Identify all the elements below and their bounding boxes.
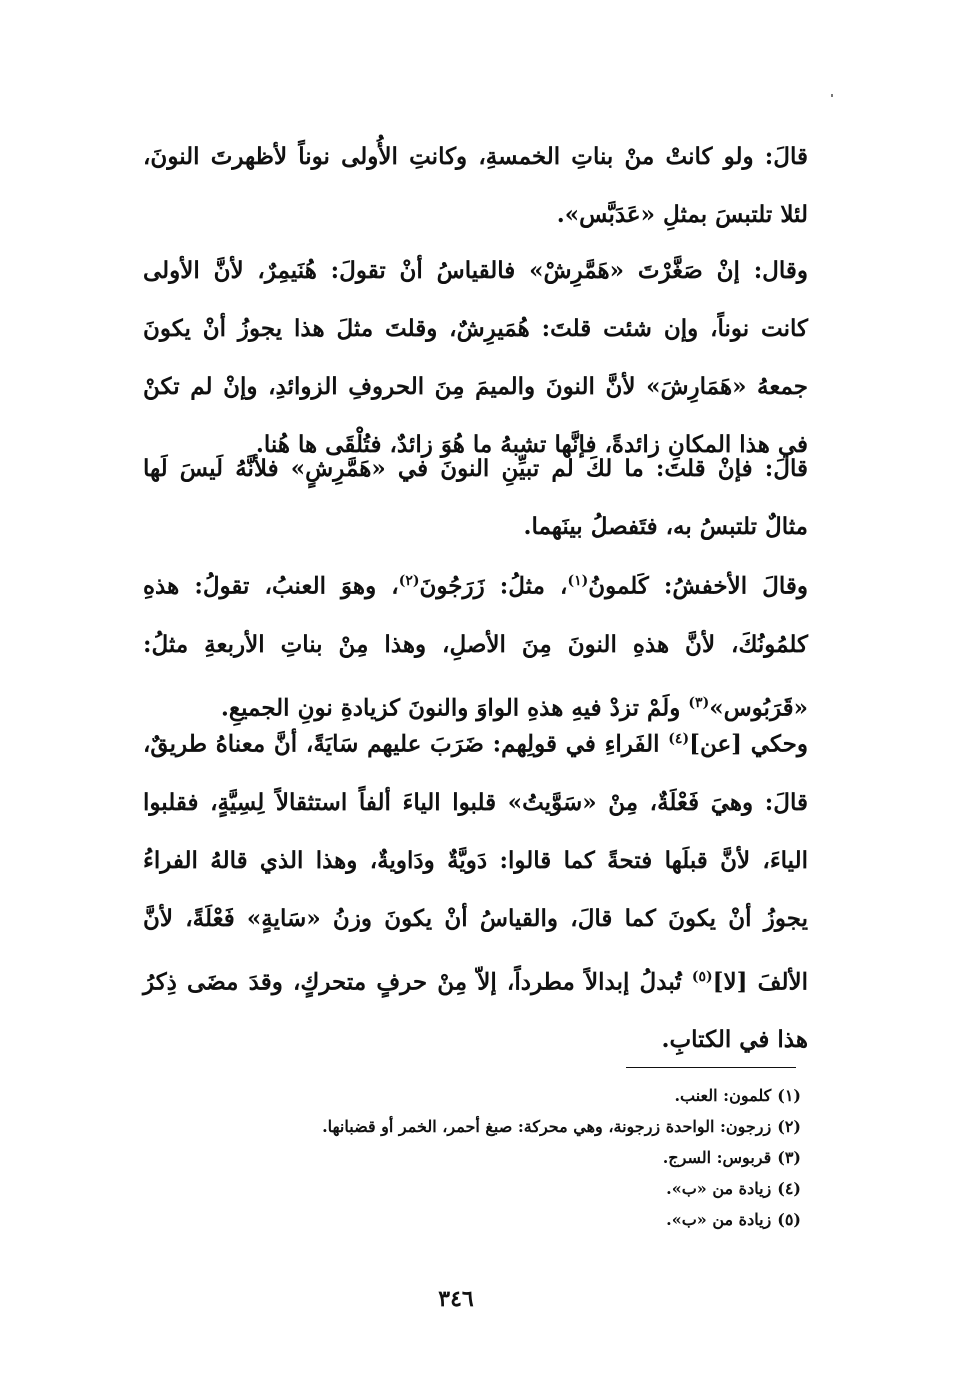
footnote-number: (١): [777, 1086, 801, 1105]
paragraph-text: ، مثلُ: زَرَجُونَ: [419, 572, 568, 600]
footnote-ref-3: (٣): [688, 694, 710, 711]
footnote-text: زيادة من «ب».: [666, 1179, 772, 1198]
footnote-number: (٥): [777, 1210, 801, 1229]
footnote-text: زيادة من «ب».: [666, 1210, 772, 1229]
footnote-ref-2: (٢): [398, 573, 420, 589]
footnote-text: زرجون: الواحدة زرجونة، وهي محركة: صبغ أحمر، الخمر أو قضبانها.: [322, 1117, 772, 1136]
footnote-ref-4: (٤): [668, 731, 690, 747]
footnote-ref-1: (١): [567, 573, 589, 589]
footnote-3: [141, 1142, 801, 1173]
page-number: ٣٤٦: [438, 1286, 474, 1312]
paragraph-1: [143, 128, 808, 244]
paragraph-text: الفَراءِ في قولِهم: ضَرَبَ عليهم سَايَةً، أنَّ معناهُ طريقٌ، قالَ: وهيَ فَعْلَةٌ، مِنْ «سَوَّيتُ» قلبوا الياءَ ألفاً استثقالاً لِسِيَّةٍ، فقلبوا الياءَ، لأنَّ قبلَها فتحةً كما قالوا: دَويَّةٌ ودَاويةٌ، وهذا الذي قالهُ الفراءُ يجوزُ أنْ يكونَ كما قالَ، والقياسُ أنْ يكونَ وزنُ «سَايةٍ» فَعْلَةً، لأنَّ الألفَ [لا]: [143, 730, 808, 996]
footnote-divider: [626, 1067, 796, 1068]
footnote-ref-5: (٥): [691, 968, 713, 985]
footnote-2: [141, 1111, 801, 1142]
footnote-1: [141, 1080, 801, 1111]
paragraph-text: وقالَ الأخفشُ: كَلمونُ: [588, 572, 809, 600]
footnote-number: (٤): [777, 1179, 801, 1198]
paragraph-text: ولَمْ تزدْ فيهِ هذهِ الواوَ والنونَ كزيادةِ نونِ الجميعِ.: [220, 694, 689, 722]
paragraph-text: قالَ: فإنْ قلتَ: ما لكَ لم تبيِّنِ النونَ في «هَمَّرِشٍ» فلأنَّهُ لَيسَ لَها مثالٌ تلتبسُ به، فتَفصلُ بينَهما.: [143, 455, 808, 540]
footnote-number: (٢): [777, 1117, 801, 1136]
paragraph-text: وقال: إنْ صَغَّرْتَ «هَمَّرِشْ» فالقياسُ أنْ تقولَ: هُنَيمِرٌ، لأنَّ الأولى كانت نوناً، وإن شئت قلتَ: هُمَيرِشٌ، وقلتَ مثلَ هذا يجوزُ أنْ يكونَ جمعهُ «هَمَارِشَ» لأنَّ النونَ والميمَ مِنَ الحروفِ الزوائدِ، وإنْ لم تكنْ في هذا المكانِ زائدةً، فإنَّها تشبهُ ما هُوَ زائدٌ، فتُلْقَى ها هُنا.: [143, 257, 808, 458]
paragraph-5: [143, 710, 808, 1069]
footnote-text: قربوس: السرج.: [662, 1148, 772, 1167]
footnote-5: [141, 1204, 801, 1235]
paragraph-text: قالَ: ولو كانتْ منْ بناتِ الخمسةِ، وكانتِ الأُولى نوناً لأظهرتَ النونَ، لئلا تلتبسَ بمثلِ «عَدَبَّس».: [143, 143, 808, 228]
footnote-4: [141, 1173, 801, 1204]
footnotes: [141, 1080, 801, 1235]
paragraph-text: ، وهوَ العنبُ، تقولُ: هذهِ كلمُونُكَ، لأنَّ هذهِ النونَ مِنَ الأصلِ، وهذا مِنْ بناتِ الأربعةِ مثلُ: «قَرَبُوس»: [143, 572, 808, 722]
scan-speck: [831, 94, 833, 97]
paragraph-text: تُبدلُ إبدالاً مطرداً، إلاّ مِنْ حرفٍ متحركٍ، وقدَ مضَى ذِكرُ هذا في الكتابِ.: [143, 968, 808, 1054]
paragraph-text: وحكي [عن]: [689, 730, 809, 758]
paragraph-3: [143, 440, 808, 556]
footnote-text: كلمون: العنب.: [674, 1086, 772, 1105]
footnote-number: (٣): [777, 1148, 801, 1167]
